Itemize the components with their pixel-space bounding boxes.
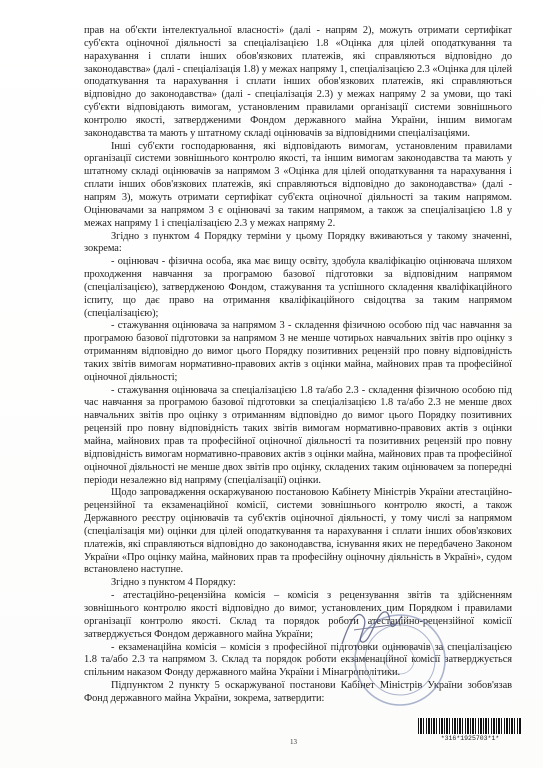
barcode-bars-icon [418,718,522,734]
paragraph-3: Згідно з пунктом 4 Порядку терміни у цьому Порядку вживаються у такому значенні, зокрема: [84,230,512,255]
paragraph-1: прав на об'єкти інтелектуальної власності» (далі - напрям 2), можуть отримати сертифікат суб'єкта оціночної діяльності за спеціалізацією 1.8 «Оцінка для цілей оподаткування та нарахування і сплати інших обов'язкових платежів, які справляються відповідно до законодавства» (далі - спеціалізація 1.8) у межах напряму 1, спеціалізацією 2.3 «Оцінка для цілей оподаткування та нарахування і сплати інших обов'язкових платежів, які справляються відповідно до законодавства» (далі - спеціалізація 2.3) у межах напряму 2 за умови, що такі суб'єкти відповідають вимогам, установленим правилами організації системи зовнішнього контролю якості, затвердженими Фондом державного майна України, іншим вимогам законодавства та мають у штатному складі оцінювачів за відповідними спеціалізаціями. [84,25,512,139]
paragraph-11: Підпунктом 2 пункту 5 оскаржуваної постанови Кабінет Міністрів України зобов'язав Фонд державного майна України, зокрема, затвердити: [84,680,512,704]
signature-icon [336,600,406,658]
paragraph-9: - атестаційно-рецензійна комісія – комісія з рецензування звітів та здійсненням зовнішнього контролю якості відповідно до вимог, установлених цим Порядком і правилами організації контролю якості. Склад та порядок роботи атестаційно-рецензійної комісії затверджується Фондом державного майна України; [84,590,512,640]
paragraph-7: Щодо запровадження оскаржуваною постановою Кабінету Міністрів України атестаційно-рецензійної та екзаменаційної комісії, системи зовнішнього контролю якості, а також Державного реєстру оцінювачів та суб'єктів оціночної діяльності, у тому числі за напрямом (спеціалізація ми) оцінки для цілей оподаткування та нарахування і сплати інших обов'язкових платежів, які справляються відповідно до законодавства, існування яких не передбачено Законом України «Про оцінку майна, майнових прав та професійну оціночну діяльність в Україні», судом встановлено наступне. [84,487,512,576]
paragraph-10: - екзаменаційна комісія – комісія з професійної підготовки оцінювачів за спеціалізацією 1.8 та/або 2.3 та напрямом 3. Склад та порядок роботи екзаменаційної комісії затверджується спільним наказом Фонду державного майна України і Мінагрополітики. [84,641,512,679]
barcode-text: *316*1925703*1* [440,735,500,742]
document-body [84,25,512,706]
page-number: 13 [290,738,297,746]
paragraph-5: - стажування оцінювача за напрямом 3 - складення фізичною особою під час навчання за програмою базової підготовки за напрямом 3 не менше чотирьох навчальних звітів про оцінку з отриманням відповідно до вимог цього Порядку позитивних рецензій про повну відповідність таких звітів вимогам нормативно-правових актів з оцінки майна, майнових прав та професійної оціночної діяльності; [84,320,512,383]
barcode [418,718,522,742]
paragraph-4: - оцінювач - фізична особа, яка має вищу освіту, здобула кваліфікацію оцінювача шляхом проходження навчання за програмою базової підготовки за відповідним напрямом (спеціалізацією), затвердженою Фондом, стажування та успішного складення кваліфікаційного іспиту, що дає право на отримання кваліфікаційного свідоцтва за таким напрямом (спеціалізацією); [84,256,512,319]
paragraph-6: - стажування оцінювача за спеціалізацією 1.8 та/або 2.3 - складення фізичною особою під час навчання за програмою базової підготовки за спеціалізацією 1.8 та/або 2.3 не менше двох навчальних звітів про оцінку з отриманням відповідно до вимог цього Порядку позитивних рецензій про повну відповідність таких звітів вимогам нормативно-правових актів з оцінки майна, майнових прав та професійної оціночної діяльності та позитивних рецензій про повну відповідність вимогам нормативно-правових актів з оцінки майна, майнових прав та професійної оціночної діяльності не менше двох звітів про оцінку, складених таким оцінювачем за попередні періоди незалежно від напряму (спеціалізації) оцінки. [84,384,512,486]
paragraph-2: Інші суб'єкти господарювання, які відповідають вимогам, установленим правилами організації системи зовнішнього контролю якості, та іншим вимогам законодавства та мають у штатному складі оцінювачів за напрямом 3 «Оцінка для цілей оподаткування та нарахування і сплати інших обов'язкових платежів, які справляються відповідно до законодавства» (далі - напрям 3), можуть отримати сертифікат суб'єкта оціночної діяльності за таким напрямом. Оцінювачами за напрямом 3 є оцінювачі за таким напрямом, а також за спеціалізацією 1.8 у межах напряму 1 і спеціалізацією 2.3 у межах напряму 2. [84,140,512,229]
paragraph-8: Згідно з пунктом 4 Порядку: [111,577,236,589]
